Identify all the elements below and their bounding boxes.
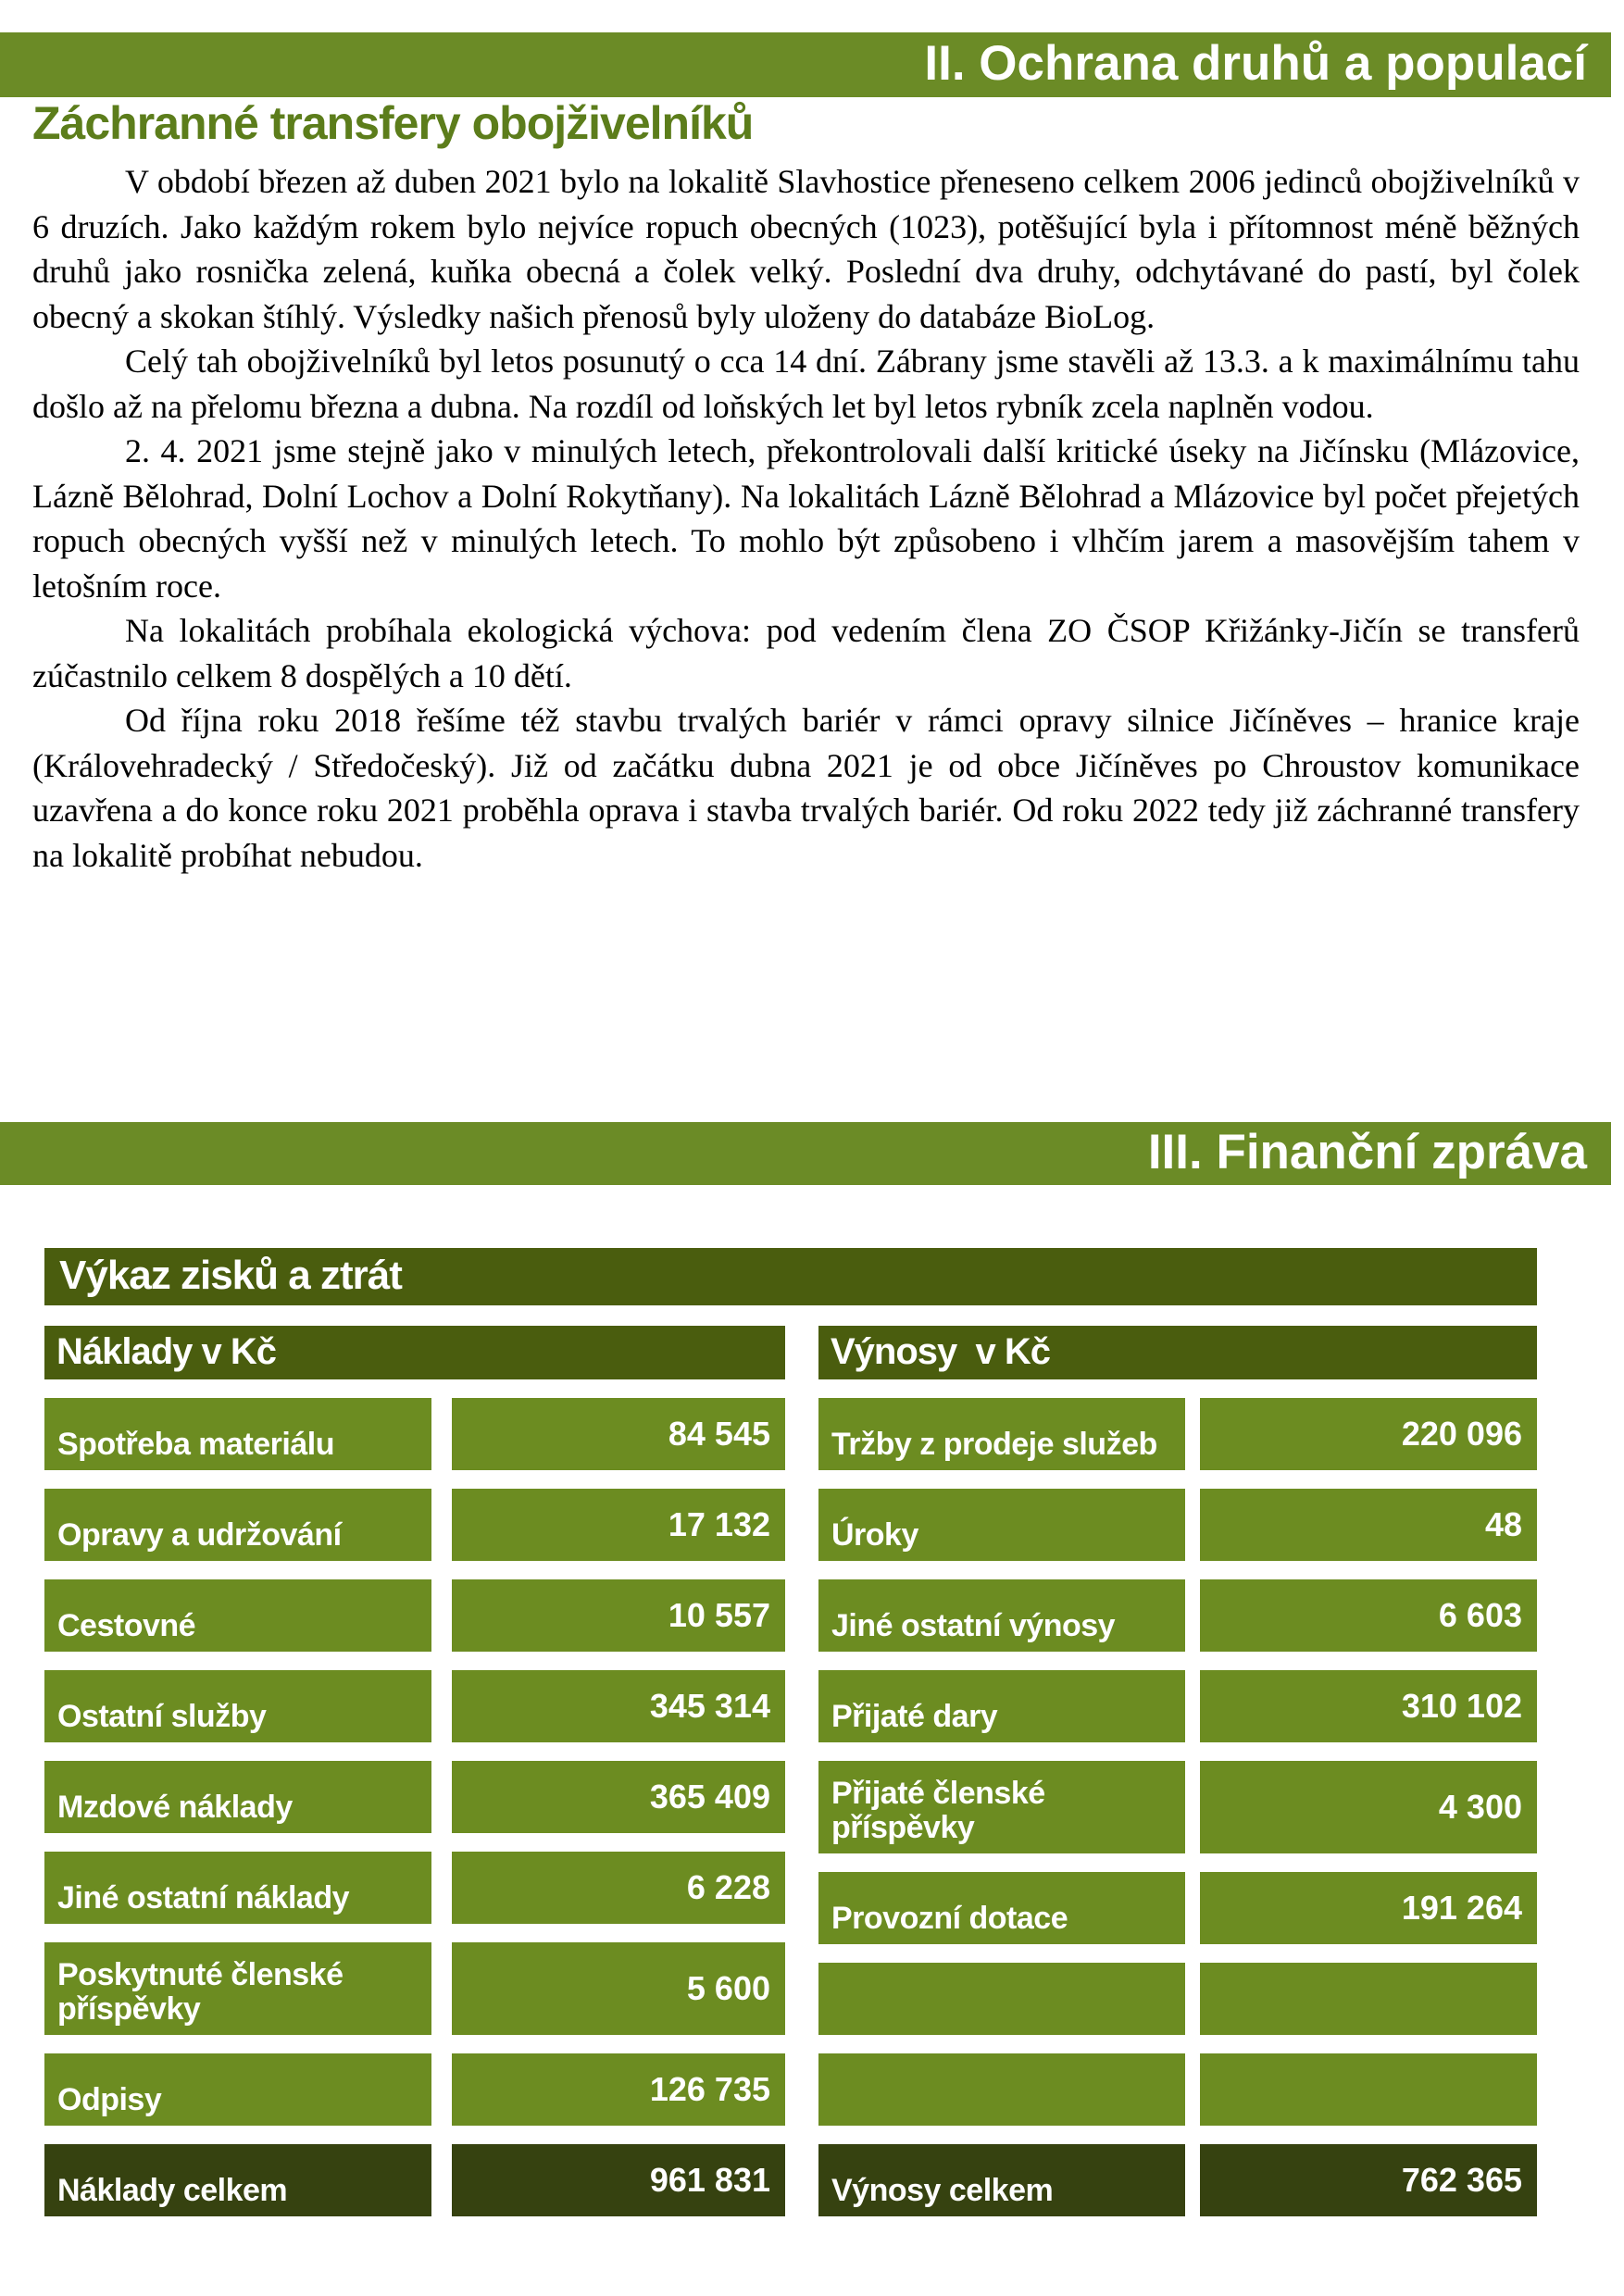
column-spacer: [785, 1326, 818, 2216]
section-ii-banner-label: II. Ochrana druhů a populací: [924, 36, 1587, 91]
article-body: [32, 159, 1580, 878]
row-label-cell: Tržby z prodeje služeb: [818, 1398, 1185, 1470]
row-label-cell: [818, 1963, 1185, 2035]
paragraph: V období březen až duben 2021 bylo na lokalitě Slavhostice přeneseno celkem 2006 jedinců obojživelníků v 6 druzích. Jako každým rokem bylo nejvíce ropuch obecných (1023), potěšující byla i přítomnost méně běžných druhů jako rosnička zelená, kuňka obecná a čolek velký. Poslední dva druhy, odchytávané do pastí, byl čolek obecný a skokan štíhlý. Výsledky našich přenosů byly uloženy do databáze BioLog.: [32, 163, 1580, 335]
table-row: [44, 1942, 785, 2035]
table-row: [44, 1579, 785, 1652]
costs-total-row: [44, 2144, 785, 2216]
paragraph: Od října roku 2018 řešíme též stavbu trvalých bariér v rámci opravy silnice Jičíněves – hranice kraje (Královehradecký / Středočeský). Již od začátku dubna 2021 je od obce Jičíněves po Chroustov komunikace uzavřena a do konce roku 2021 proběhla oprava i stavba trvalých bariér. Od roku 2022 tedy již záchranné transfery na lokalitě probíhat nebudou.: [32, 702, 1580, 874]
table-row: [818, 1579, 1537, 1652]
row-label-cell: Spotřeba materiálu: [44, 1398, 431, 1470]
row-value-cell: [1200, 1963, 1537, 2035]
section-ii-banner: [0, 32, 1611, 97]
table-row: [44, 1761, 785, 1833]
article-title: Záchranné transfery obojživelníků: [32, 97, 754, 149]
revenues-total-value: 762 365: [1200, 2144, 1537, 2216]
table-row: [44, 2053, 785, 2126]
costs-rows: [44, 1398, 785, 2126]
profit-loss-statement: [44, 1248, 1537, 2216]
table-row: [818, 1872, 1537, 1944]
row-value-cell: 126 735: [452, 2053, 785, 2126]
row-label-cell: Mzdové náklady: [44, 1761, 431, 1833]
costs-column-header: Náklady v Kč: [44, 1326, 785, 1379]
revenues-total-row: [818, 2144, 1537, 2216]
table-row: [818, 2053, 1537, 2126]
table-row: [44, 1489, 785, 1561]
row-label-cell: Cestovné: [44, 1579, 431, 1652]
row-label-cell: Jiné ostatní náklady: [44, 1852, 431, 1924]
row-value-cell: 10 557: [452, 1579, 785, 1652]
row-value-cell: 220 096: [1200, 1398, 1537, 1470]
table-row: [818, 1670, 1537, 1742]
row-value-cell: 6 228: [452, 1852, 785, 1924]
row-value-cell: 345 314: [452, 1670, 785, 1742]
paragraph: Celý tah obojživelníků byl letos posunutý o cca 14 dní. Zábrany jsme stavěli až 13.3. a k maximálnímu tahu došlo až na přelomu března a dubna. Na rozdíl od loňských let byl letos rybník zcela naplněn vodou.: [32, 343, 1580, 425]
row-value-cell: 48: [1200, 1489, 1537, 1561]
statement-columns: [44, 1326, 1537, 2216]
row-value-cell: 191 264: [1200, 1872, 1537, 1944]
costs-total-label: Náklady celkem: [44, 2144, 431, 2216]
row-label-cell: [818, 2053, 1185, 2126]
section-iii-banner: [0, 1122, 1611, 1185]
paragraph: Na lokalitách probíhala ekologická výchova: pod vedením člena ZO ČSOP Křižánky-Jičín se transferů zúčastnilo celkem 8 dospělých a 10 dětí.: [32, 612, 1580, 694]
row-value-cell: 5 600: [452, 1942, 785, 2035]
table-row: [44, 1670, 785, 1742]
row-value-cell: 365 409: [452, 1761, 785, 1833]
table-row: [44, 1852, 785, 1924]
table-row: [818, 1398, 1537, 1470]
revenues-column: [818, 1326, 1537, 2216]
row-value-cell: 6 603: [1200, 1579, 1537, 1652]
row-value-cell: 310 102: [1200, 1670, 1537, 1742]
row-label-cell: Jiné ostatní výnosy: [818, 1579, 1185, 1652]
costs-column: [44, 1326, 785, 2216]
row-label-cell: Přijaté členské příspěvky: [818, 1761, 1185, 1853]
row-value-cell: 4 300: [1200, 1761, 1537, 1853]
statement-title-bar: Výkaz zisků a ztrát: [44, 1248, 1537, 1305]
revenues-rows: [818, 1398, 1537, 2126]
revenues-column-header: Výnosy v Kč: [818, 1326, 1537, 1379]
row-label-cell: Přijaté dary: [818, 1670, 1185, 1742]
row-label-cell: Odpisy: [44, 2053, 431, 2126]
paragraph: 2. 4. 2021 jsme stejně jako v minulých letech, překontrolovali další kritické úseky na Jičínsku (Mlázovice, Lázně Bělohrad, Dolní Lochov a Dolní Rokytňany). Na lokalitách Lázně Bělohrad a Mlázovice byl počet přejetých ropuch obecných vyšší než v minulých letech. To mohlo být způsobeno i vlhčím jarem a masovějším tahem v letošním roce.: [32, 432, 1580, 605]
row-label-cell: Ostatní služby: [44, 1670, 431, 1742]
row-label-cell: Opravy a udržování: [44, 1489, 431, 1561]
table-row: [44, 1398, 785, 1470]
row-value-cell: 84 545: [452, 1398, 785, 1470]
revenues-total-label: Výnosy celkem: [818, 2144, 1185, 2216]
table-row: [818, 1489, 1537, 1561]
row-value-cell: 17 132: [452, 1489, 785, 1561]
table-row: [818, 1963, 1537, 2035]
row-value-cell: [1200, 2053, 1537, 2126]
section-iii-banner-label: III. Finanční zpráva: [1147, 1125, 1587, 1179]
table-row: [818, 1761, 1537, 1853]
costs-total-value: 961 831: [452, 2144, 785, 2216]
row-label-cell: Poskytnuté členské příspěvky: [44, 1942, 431, 2035]
row-label-cell: Úroky: [818, 1489, 1185, 1561]
row-label-cell: Provozní dotace: [818, 1872, 1185, 1944]
